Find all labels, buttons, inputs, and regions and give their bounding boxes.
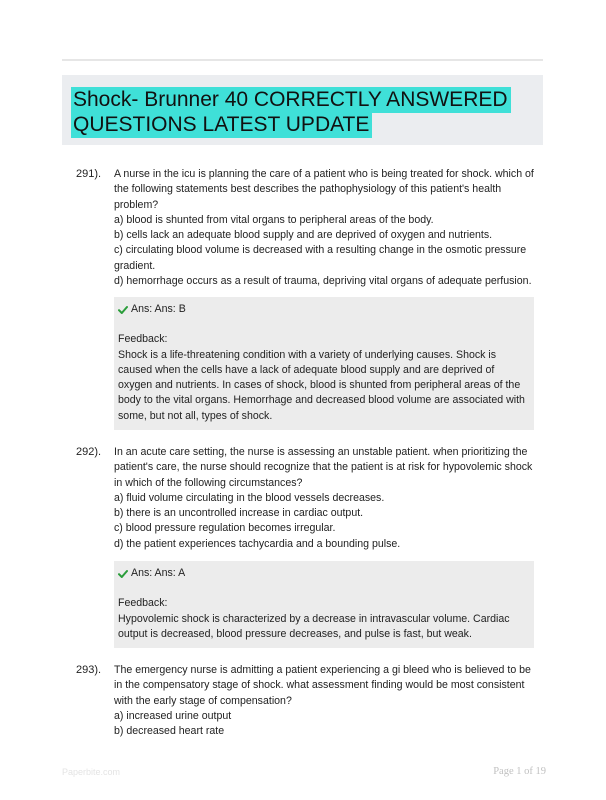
answer-text: Ans: Ans: B: [131, 303, 186, 315]
feedback-label: Feedback:: [118, 597, 168, 610]
option-d: d) the patient experiences tachycardia and a bounding pulse.: [114, 537, 401, 550]
answer-text: Ans: Ans: A: [131, 567, 186, 579]
feedback-text: Hypovolemic shock is characterized by a decrease in intravascular volume. Cardiac output is decreased, blood pressure decreases, and pulse is fast, but weak.: [118, 612, 510, 640]
question-body: [114, 167, 538, 289]
footer-site-watermark: Paperbite.com: [62, 767, 121, 777]
checkmark-icon: [118, 305, 128, 315]
question-body: [114, 445, 538, 552]
question-stem: In an acute care setting, the nurse is assessing an unstable patient. when prioritizing the patient's care, the nurse should recognize that the patient is at risk for hypovolemic shock in which of the following circumstances?: [114, 446, 533, 489]
option-c: c) circulating blood volume is decreased with a resulting change in the osmotic pressure gradient.: [114, 244, 527, 272]
answer-box-292: [114, 561, 534, 648]
option-b: b) there is an uncontrolled increase in cardiac output.: [114, 507, 364, 520]
option-b: b) decreased heart rate: [114, 725, 225, 738]
option-a: a) blood is shunted from vital organs to peripheral areas of the body.: [114, 213, 434, 226]
page-indicator: Page 1 of 19: [493, 766, 546, 777]
question-body: [114, 663, 538, 739]
question-number: 291).: [76, 168, 102, 180]
checkmark-icon: [118, 569, 128, 579]
feedback-label: Feedback:: [118, 333, 168, 346]
answer-box-291: [114, 297, 534, 430]
option-a: a) fluid volume circulating in the blood vessels decreases.: [114, 491, 385, 504]
top-divider: [62, 59, 543, 61]
document-title-text: Shock- Brunner 40 CORRECTLY ANSWERED QUESTIONS LATEST UPDATE: [71, 87, 511, 138]
question-stem: A nurse in the icu is planning the care of a patient who is being treated for shock. which of the following statements best describes the pathophysiology of this patient's health problem?: [114, 168, 534, 211]
question-number: 293).: [76, 664, 102, 676]
answer-line: [118, 302, 530, 317]
document-title: [71, 87, 511, 137]
option-b: b) cells lack an adequate blood supply and are deprived of oxygen and nutrients.: [114, 229, 493, 242]
answer-line: [118, 566, 530, 581]
option-d: d) hemorrhage occurs as a result of trauma, depriving vital organs of adequate perfusion.: [114, 275, 532, 288]
question-stem: The emergency nurse is admitting a patient experiencing a gi bleed who is believed to be in the compensatory stage of shock. what assessment finding would be most consistent with the early stage of compensation?: [114, 664, 531, 707]
option-c: c) blood pressure regulation becomes irregular.: [114, 522, 336, 535]
question-number: 292).: [76, 446, 102, 458]
feedback-text: Shock is a life-threatening condition with a variety of underlying causes. Shock is caused when the cells have a lack of adequate blood supply and are deprived of oxygen and nutrients. In cases of shock, blood is shunted from peripheral areas of the body to the vital organs. Hemorrhage and decreased blood volume are associated with some, but not all, types of shock.: [118, 348, 525, 422]
option-a: a) increased urine output: [114, 709, 232, 722]
